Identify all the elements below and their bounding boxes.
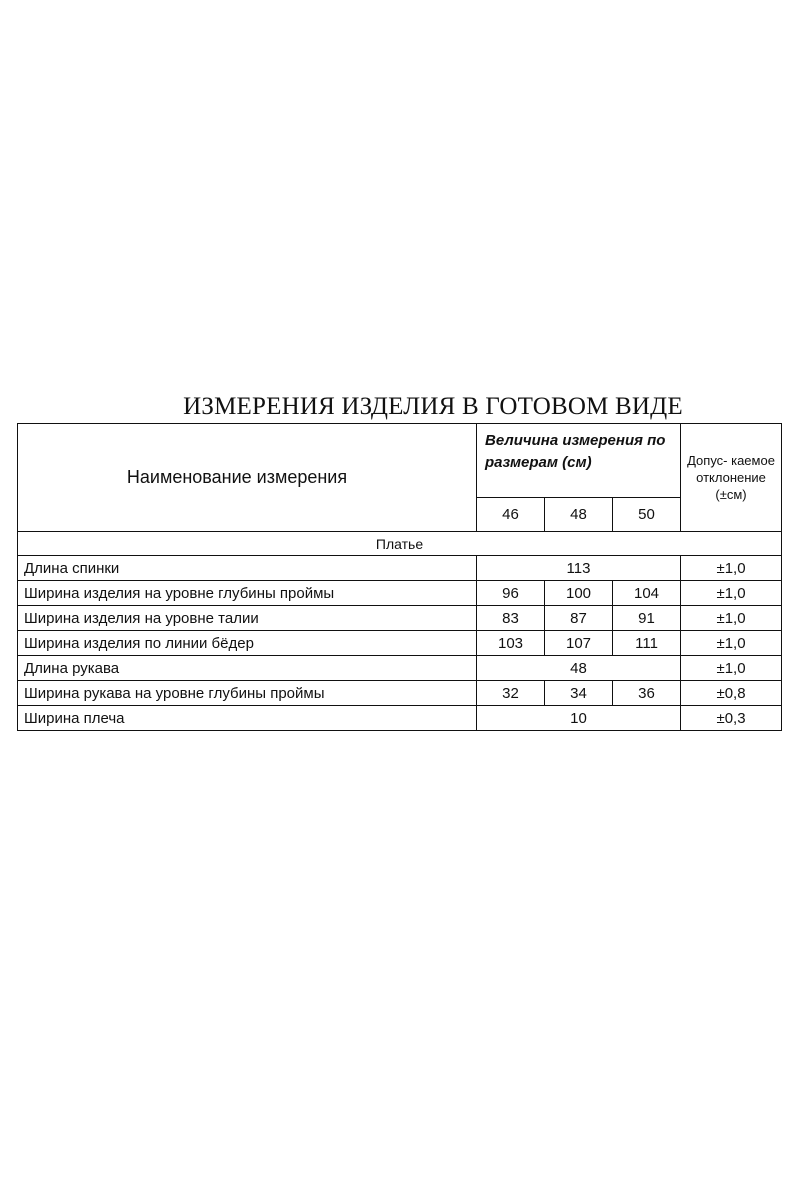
row-value-46: 83 bbox=[477, 606, 545, 631]
header-tolerance-text: Допус- каемое отклонение (±см) bbox=[687, 453, 775, 502]
row-name: Длина спинки bbox=[18, 556, 477, 581]
row-tolerance: ±0,8 bbox=[681, 681, 782, 706]
table-row bbox=[18, 656, 782, 681]
row-value-48: 100 bbox=[545, 581, 613, 606]
table-row bbox=[18, 631, 782, 656]
table-row bbox=[18, 706, 782, 731]
row-value-48: 87 bbox=[545, 606, 613, 631]
table-row bbox=[18, 581, 782, 606]
header-size-value: Величина измерения по размерам (см) bbox=[477, 424, 681, 498]
header-name: Наименование измерения bbox=[18, 424, 477, 532]
row-value-46: 96 bbox=[477, 581, 545, 606]
header-row bbox=[18, 424, 782, 498]
size-46: 46 bbox=[477, 498, 545, 532]
section-row bbox=[18, 532, 782, 556]
table-row bbox=[18, 556, 782, 581]
table-row bbox=[18, 681, 782, 706]
row-value-46: 32 bbox=[477, 681, 545, 706]
row-name: Ширина изделия на уровне глубины проймы bbox=[18, 581, 477, 606]
row-value-48: 107 bbox=[545, 631, 613, 656]
row-value-merged: 48 bbox=[477, 656, 681, 681]
table-row bbox=[18, 606, 782, 631]
row-tolerance: ±1,0 bbox=[681, 581, 782, 606]
row-name: Длина рукава bbox=[18, 656, 477, 681]
row-value-48: 34 bbox=[545, 681, 613, 706]
row-tolerance: ±1,0 bbox=[681, 556, 782, 581]
row-tolerance: ±1,0 bbox=[681, 631, 782, 656]
row-value-50: 104 bbox=[613, 581, 681, 606]
row-value-50: 36 bbox=[613, 681, 681, 706]
row-name: Ширина рукава на уровне глубины проймы bbox=[18, 681, 477, 706]
row-name: Ширина изделия по линии бёдер bbox=[18, 631, 477, 656]
row-value-merged: 10 bbox=[477, 706, 681, 731]
row-name: Ширина изделия на уровне талии bbox=[18, 606, 477, 631]
row-tolerance: ±0,3 bbox=[681, 706, 782, 731]
row-tolerance: ±1,0 bbox=[681, 606, 782, 631]
row-value-merged: 113 bbox=[477, 556, 681, 581]
measurements-table bbox=[17, 423, 782, 731]
row-name: Ширина плеча bbox=[18, 706, 477, 731]
size-50: 50 bbox=[613, 498, 681, 532]
row-value-46: 103 bbox=[477, 631, 545, 656]
row-value-50: 111 bbox=[613, 631, 681, 656]
size-48: 48 bbox=[545, 498, 613, 532]
page-title: ИЗМЕРЕНИЯ ИЗДЕЛИЯ В ГОТОВОМ ВИДЕ bbox=[183, 393, 683, 420]
row-tolerance: ±1,0 bbox=[681, 656, 782, 681]
row-value-50: 91 bbox=[613, 606, 681, 631]
header-tolerance bbox=[681, 424, 782, 532]
section-title: Платье bbox=[18, 532, 782, 556]
